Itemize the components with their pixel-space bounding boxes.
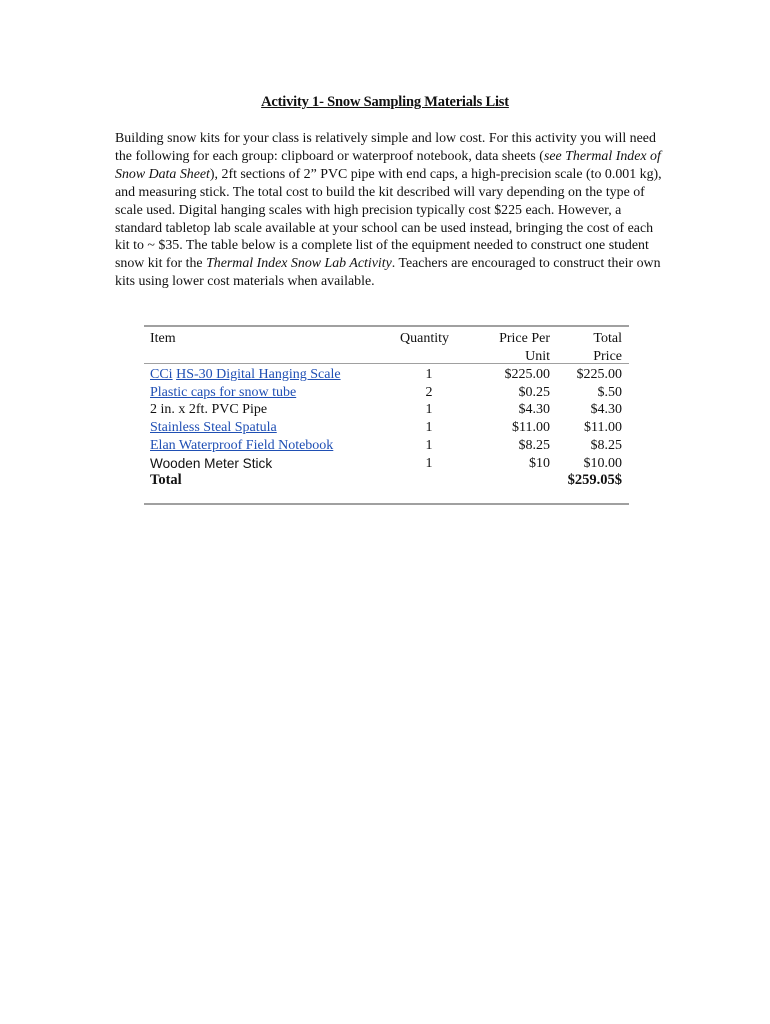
header-item: Item — [150, 331, 176, 346]
paragraph-text-3: . Teachers are encouraged to construct their own kits using lower cost materials when available. — [115, 256, 661, 290]
page-title: Activity 1- Snow Sampling Materials List — [261, 94, 509, 110]
price-per-unit-cell: $0.25 — [518, 384, 550, 400]
table-top-rule — [144, 325, 629, 327]
paragraph-text-2: ), 2ft sections of 2” PVC pipe with end caps, a high-precision scale (to 0.001 kg), and measuring stick. The total cost to build the kit described will vary depending on the type of scale used. Digital hanging scales with high precision typically cost $225 each. However, a standard tabletop lab scale available at your school can be used instead, bringing the cost of each kit to ~ $35. The table below is a complete list of the equipment needed to construct one student snow kit for the — [115, 166, 662, 272]
header-quantity: Quantity — [400, 331, 449, 346]
quantity-cell: 1 — [425, 437, 433, 453]
header-total-price-line1: Total — [593, 331, 622, 346]
hanging-scale-link[interactable]: HS-30 Digital Hanging Scale — [176, 367, 341, 382]
data-sheet-reference: see Thermal Index of Snow Data Sheet — [115, 148, 661, 182]
total-value: $259.05$ — [567, 472, 622, 489]
table-total-row — [144, 472, 629, 490]
price-per-unit-cell: $10 — [529, 455, 550, 471]
table-header-rule — [144, 363, 629, 364]
pvc-pipe-item: 2 in. x 2ft. PVC Pipe — [150, 402, 268, 418]
quantity-cell: 1 — [425, 420, 433, 436]
price-per-unit-cell: $225.00 — [504, 367, 550, 382]
price-per-unit-cell: $4.30 — [518, 402, 550, 418]
header-total-price-line2: Price — [593, 348, 622, 364]
header-price-per-unit-line1: Price Per — [499, 331, 550, 346]
header-total-price — [552, 330, 622, 365]
table-row — [144, 455, 629, 473]
table-row — [144, 437, 629, 455]
quantity-cell: 1 — [425, 402, 433, 418]
table-row — [144, 384, 629, 402]
intro-paragraph — [115, 130, 663, 291]
total-price-cell: $8.25 — [590, 437, 622, 453]
total-price-cell: $11.00 — [584, 420, 622, 436]
header-price-per-unit-line2: Unit — [525, 348, 550, 364]
quantity-cell: 1 — [425, 367, 433, 382]
item-cell — [150, 366, 341, 384]
lab-activity-reference: Thermal Index Snow Lab Activity — [206, 256, 392, 272]
table-row — [144, 366, 629, 384]
table-bottom-rule — [144, 503, 629, 505]
header-price-per-unit — [470, 330, 550, 365]
price-per-unit-cell: $8.25 — [518, 437, 550, 453]
cci-link[interactable]: CCi — [150, 367, 173, 382]
total-price-cell: $.50 — [597, 384, 622, 400]
spatula-link[interactable]: Stainless Steal Spatula — [150, 420, 277, 436]
quantity-cell: 1 — [425, 455, 433, 471]
table-row — [144, 419, 629, 437]
quantity-cell: 2 — [425, 384, 433, 400]
snow-tube-caps-link[interactable]: Plastic caps for snow tube — [150, 384, 297, 400]
meter-stick-item: Wooden Meter Stick — [150, 455, 273, 471]
total-label: Total — [150, 472, 182, 489]
table-row — [144, 401, 629, 419]
total-price-cell: $4.30 — [590, 402, 622, 418]
field-notebook-link[interactable]: Elan Waterproof Field Notebook — [150, 437, 334, 453]
total-price-cell: $10.00 — [583, 455, 622, 471]
price-per-unit-cell: $11.00 — [512, 420, 550, 436]
total-price-cell: $225.00 — [576, 367, 622, 382]
paragraph-text-1: Building snow kits for your class is relatively simple and low cost. For this activity you will need the following for each group: clipboard or waterproof notebook, data sheets ( — [115, 131, 656, 164]
